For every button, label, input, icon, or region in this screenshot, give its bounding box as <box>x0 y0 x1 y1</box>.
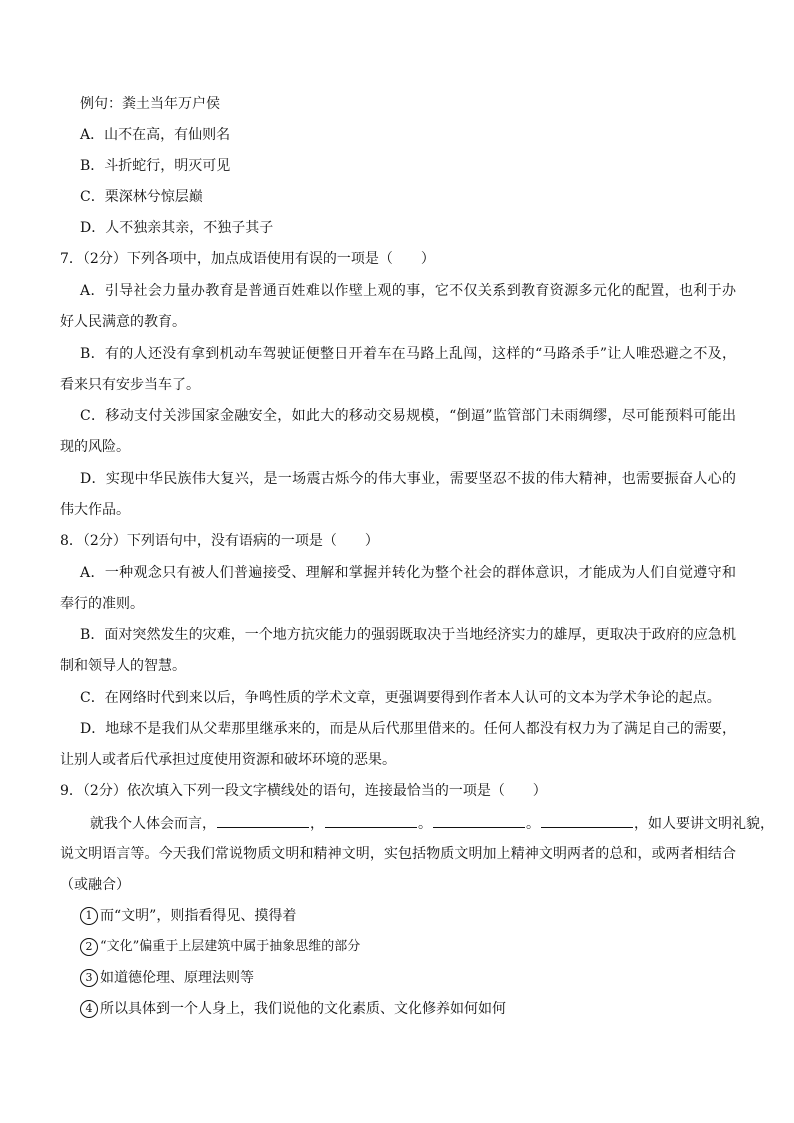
q9-passage-start: 就我个人体会而言， <box>90 816 216 832</box>
q9-item-3 <box>80 968 736 988</box>
q9-item-2 <box>80 937 736 957</box>
q7-option-b-line1: B．有的人还没有拿到机动车驾驶证便整日开着车在马路上乱闯，这样的“马路杀手”让人唯恐避之不及， <box>80 346 736 362</box>
q9-item-4-text: 所以具体到一个人身上，我们说他的文化素质、文化修养如何如何 <box>100 1001 506 1017</box>
q9-passage-end: ，如人要讲文明礼貌， <box>634 816 774 832</box>
q8-option-b-line1: B．面对突然发生的灾难，一个地方抗灾能力的强弱既取决于当地经济实力的雄厚，更取决于政府的应急机 <box>80 627 736 643</box>
q8-option-d-line1: D．地球不是我们从父辈那里继承来的，而是从后代那里借来的。任何人都没有权力为了满足自己的需要， <box>80 721 736 737</box>
q7-option-b-line2: 看来只有安步当车了。 <box>60 377 200 393</box>
circled-number-4: 4 <box>80 1000 98 1018</box>
q9-item-1-text: 而“文明”，则指看得见、摸得着 <box>100 908 297 924</box>
q7-option-c-line2: 现的风险。 <box>60 439 130 455</box>
q7-option-d-line1: D．实现中华民族伟大复兴，是一场震古烁今的伟大事业，需要坚忍不拔的伟大精神，也需要振奋人心的 <box>80 471 736 487</box>
circled-number-2: 2 <box>80 938 98 956</box>
question-9-stem: 9．（2分）依次填入下列一段文字横线处的语句，连接最恰当的一项是（ ） <box>60 783 547 799</box>
question-7-stem: 7．（2分）下列各项中，加点成语使用有误的一项是（ ） <box>60 251 435 267</box>
option-c: C．栗深林兮惊层巅 <box>80 189 203 205</box>
q7-option-a-line1: A．引导社会力量办教育是普通百姓难以作壁上观的事，它不仅关系到教育资源多元化的配置，也利于办 <box>80 283 736 299</box>
option-d: D．人不独亲其亲，不独子其子 <box>80 220 274 236</box>
q9-sep-2: 。 <box>418 816 432 832</box>
q7-option-d-line2: 伟大作品。 <box>60 502 130 518</box>
option-b: B．斗折蛇行，明灭可见 <box>80 158 231 174</box>
blank-2 <box>325 813 417 828</box>
example-sentence: 例句：粪土当年万户侯 <box>80 96 220 112</box>
circled-number-3: 3 <box>80 969 98 987</box>
q8-option-b-line2: 制和领导人的智慧。 <box>60 658 186 674</box>
q9-passage-line2: 说文明语言等。今天我们常说物质文明和精神文明，实包括物质文明加上精神文明两者的总和，或两者相结合 <box>60 846 736 862</box>
document-page <box>60 0 774 1123</box>
question-8-stem: 8．（2分）下列语句中，没有语病的一项是（ ） <box>60 533 379 549</box>
q9-sep-3: 。 <box>526 816 540 832</box>
q8-option-a-line2: 奉行的准则。 <box>60 596 144 612</box>
q8-option-d-line2: 让别人或者后代承担过度使用资源和破坏环境的恶果。 <box>60 752 396 768</box>
q9-passage-line3: （或融合） <box>60 877 130 893</box>
q9-item-1 <box>80 906 736 926</box>
q9-item-3-text: 如道德伦理、原理法则等 <box>100 970 254 986</box>
q9-sep-1: ， <box>310 816 324 832</box>
q9-item-2-text: “文化”偏重于上层建筑中属于抽象思维的部分 <box>100 939 361 954</box>
q7-option-c-line1: C．移动支付关涉国家金融安全，如此大的移动交易规模，“倒逼”监管部门未雨绸缪，尽可能预料可能出 <box>80 408 736 424</box>
blank-1 <box>217 813 309 828</box>
blank-3 <box>433 813 525 828</box>
circled-number-1: 1 <box>80 907 98 925</box>
q8-option-a-line1: A．一种观念只有被人们普遍接受、理解和掌握并转化为整个社会的群体意识，才能成为人们自觉遵守和 <box>80 565 736 581</box>
blank-4 <box>541 813 633 828</box>
q7-option-a-line2: 好人民满意的教育。 <box>60 314 186 330</box>
option-a: A．山不在高，有仙则名 <box>80 127 231 143</box>
q9-passage-line1 <box>90 813 774 833</box>
q9-item-4 <box>80 999 736 1019</box>
q8-option-c-line1: C．在网络时代到来以后，争鸣性质的学术文章，更强调要得到作者本人认可的文本为学术争论的起点。 <box>80 690 721 706</box>
